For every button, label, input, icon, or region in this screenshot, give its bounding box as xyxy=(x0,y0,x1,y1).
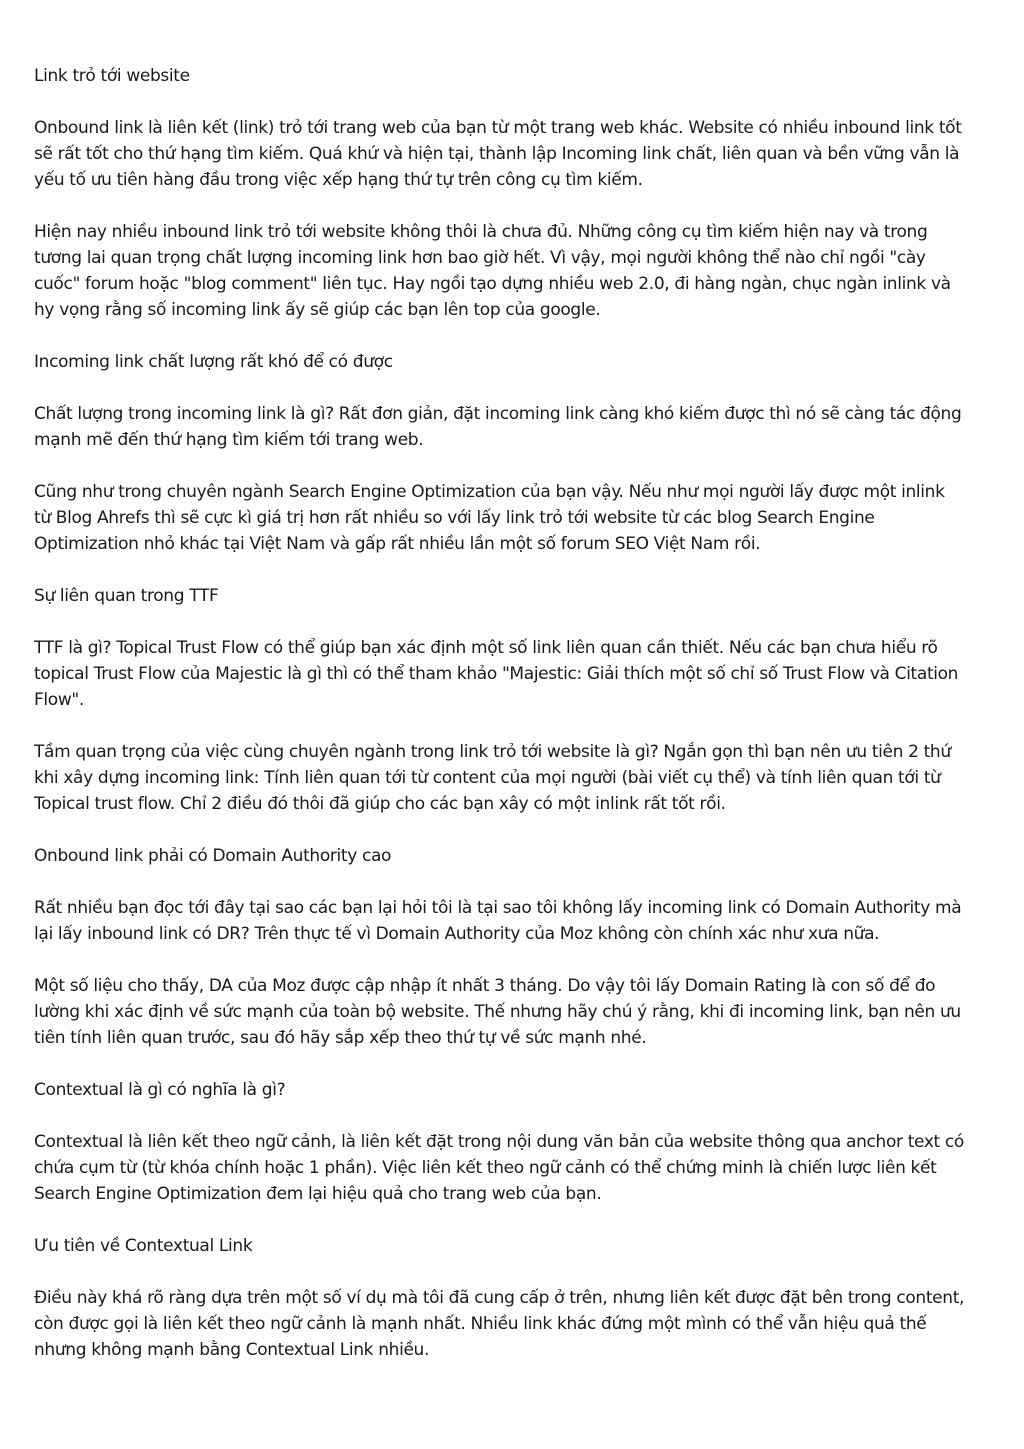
section-heading xyxy=(34,583,990,609)
text-line: Flow". xyxy=(34,690,84,710)
text-line: từ Blog Ahrefs thì sẽ cực kì giá trị hơn rất nhiều so với lấy link trỏ tới website từ các blog Search Engine xyxy=(34,508,875,528)
text-line: còn được gọi là liên kết theo ngữ cảnh là mạnh nhất. Nhiều link khác đứng một mình có thể vẫn hiệu quả thế xyxy=(34,1314,927,1334)
text-line: Onbound link là liên kết (link) trỏ tới trang web của bạn từ một trang web khác. Website có nhiều inbound link tốt xyxy=(34,118,962,138)
text-line: Contextual là gì có nghĩa là gì? xyxy=(34,1080,286,1100)
text-line: Rất nhiều bạn đọc tới đây tại sao các bạn lại hỏi tôi là tại sao tôi không lấy incoming link có Domain Authority mà xyxy=(34,898,962,918)
text-line: Topical trust flow. Chỉ 2 điều đó thôi đã giúp cho các bạn xây có một inlink rất tốt rồi. xyxy=(34,794,726,814)
text-line: hy vọng rằng số incoming link ấy sẽ giúp các bạn lên top của google. xyxy=(34,300,601,320)
paragraph xyxy=(34,1285,990,1363)
text-line: Contextual là liên kết theo ngữ cảnh, là liên kết đặt trong nội dung văn bản của website thông qua anchor text có xyxy=(34,1132,964,1152)
text-line: Optimization nhỏ khác tại Việt Nam và gấp rất nhiều lần một số forum SEO Việt Nam rồi. xyxy=(34,534,761,554)
text-line: Incoming link chất lượng rất khó để có được xyxy=(34,352,393,372)
text-line: tiên tính liên quan trước, sau đó hãy sắp xếp theo thứ tự về sức mạnh nhé. xyxy=(34,1028,647,1048)
text-line: Ưu tiên về Contextual Link xyxy=(34,1236,253,1256)
text-line: TTF là gì? Topical Trust Flow có thể giúp bạn xác định một số link liên quan cần thiết. Nếu các bạn chưa hiểu rõ xyxy=(34,638,938,658)
section-heading xyxy=(34,1077,990,1103)
text-line: mạnh mẽ đến thứ hạng tìm kiếm tới trang web. xyxy=(34,430,424,450)
section-heading xyxy=(34,63,990,89)
paragraph xyxy=(34,973,990,1051)
text-line: Search Engine Optimization đem lại hiệu quả cho trang web của bạn. xyxy=(34,1184,602,1204)
section-heading xyxy=(34,843,990,869)
paragraph xyxy=(34,895,990,947)
text-line: Điều này khá rõ ràng dựa trên một số ví dụ mà tôi đã cung cấp ở trên, nhưng liên kết được đặt bên trong content, xyxy=(34,1288,965,1308)
text-line: Chất lượng trong incoming link là gì? Rất đơn giản, đặt incoming link càng khó kiếm được thì nó sẽ càng tác động xyxy=(34,404,962,424)
text-line: cuốc" forum hoặc "blog comment" liên tục. Hay ngồi tạo dựng nhiều web 2.0, đi hàng ngàn, chục ngàn inlink và xyxy=(34,274,951,294)
paragraph xyxy=(34,479,990,557)
text-line: Onbound link phải có Domain Authority cao xyxy=(34,846,392,866)
paragraph xyxy=(34,635,990,713)
document-body xyxy=(34,63,990,1363)
text-line: Sự liên quan trong TTF xyxy=(34,586,219,606)
text-line: sẽ rất tốt cho thứ hạng tìm kiếm. Quá khứ và hiện tại, thành lập Incoming link chất, liên quan và bền vững vẫn là xyxy=(34,144,960,164)
text-line: Tầm quan trọng của việc cùng chuyên ngành trong link trỏ tới website là gì? Ngắn gọn thì bạn nên ưu tiên 2 thứ xyxy=(34,742,951,762)
text-line: yếu tố ưu tiên hàng đầu trong việc xếp hạng thứ tự trên công cụ tìm kiếm. xyxy=(34,170,643,190)
text-line: chứa cụm từ (từ khóa chính hoặc 1 phần). Việc liên kết theo ngữ cảnh có thể chứng minh là chiến lược liên kết xyxy=(34,1158,937,1178)
paragraph xyxy=(34,115,990,193)
section-heading xyxy=(34,1233,990,1259)
text-line: nhưng không mạnh bằng Contextual Link nhiều. xyxy=(34,1340,430,1360)
paragraph xyxy=(34,1129,990,1207)
text-line: topical Trust Flow của Majestic là gì thì có thể tham khảo "Majestic: Giải thích một số chỉ số Trust Flow và Citation xyxy=(34,664,959,684)
text-line: Hiện nay nhiều inbound link trỏ tới website không thôi là chưa đủ. Những công cụ tìm kiếm hiện nay và trong xyxy=(34,222,928,242)
text-line: lường khi xác định về sức mạnh của toàn bộ website. Thế nhưng hãy chú ý rằng, khi đi incoming link, bạn nên ưu xyxy=(34,1002,961,1022)
paragraph xyxy=(34,739,990,817)
text-line: khi xây dựng incoming link: Tính liên quan tới từ content của mọi người (bài viết cụ thể) và tính liên quan tới từ xyxy=(34,768,941,788)
text-line: Một số liệu cho thấy, DA của Moz được cập nhập ít nhất 3 tháng. Do vậy tôi lấy Domain Rating là con số để đo xyxy=(34,976,936,996)
paragraph xyxy=(34,401,990,453)
text-line: tương lai quan trọng chất lượng incoming link hơn bao giờ hết. Vì vậy, mọi người không thể nào chỉ ngồi "cày xyxy=(34,248,926,268)
text-line: Link trỏ tới website xyxy=(34,66,190,86)
section-heading xyxy=(34,349,990,375)
text-line: lại lấy inbound link có DR? Trên thực tế vì Domain Authority của Moz không còn chính xác như xưa nữa. xyxy=(34,924,880,944)
text-line: Cũng như trong chuyên ngành Search Engine Optimization của bạn vậy. Nếu như mọi người lấy được một inlink xyxy=(34,482,945,502)
paragraph xyxy=(34,219,990,323)
